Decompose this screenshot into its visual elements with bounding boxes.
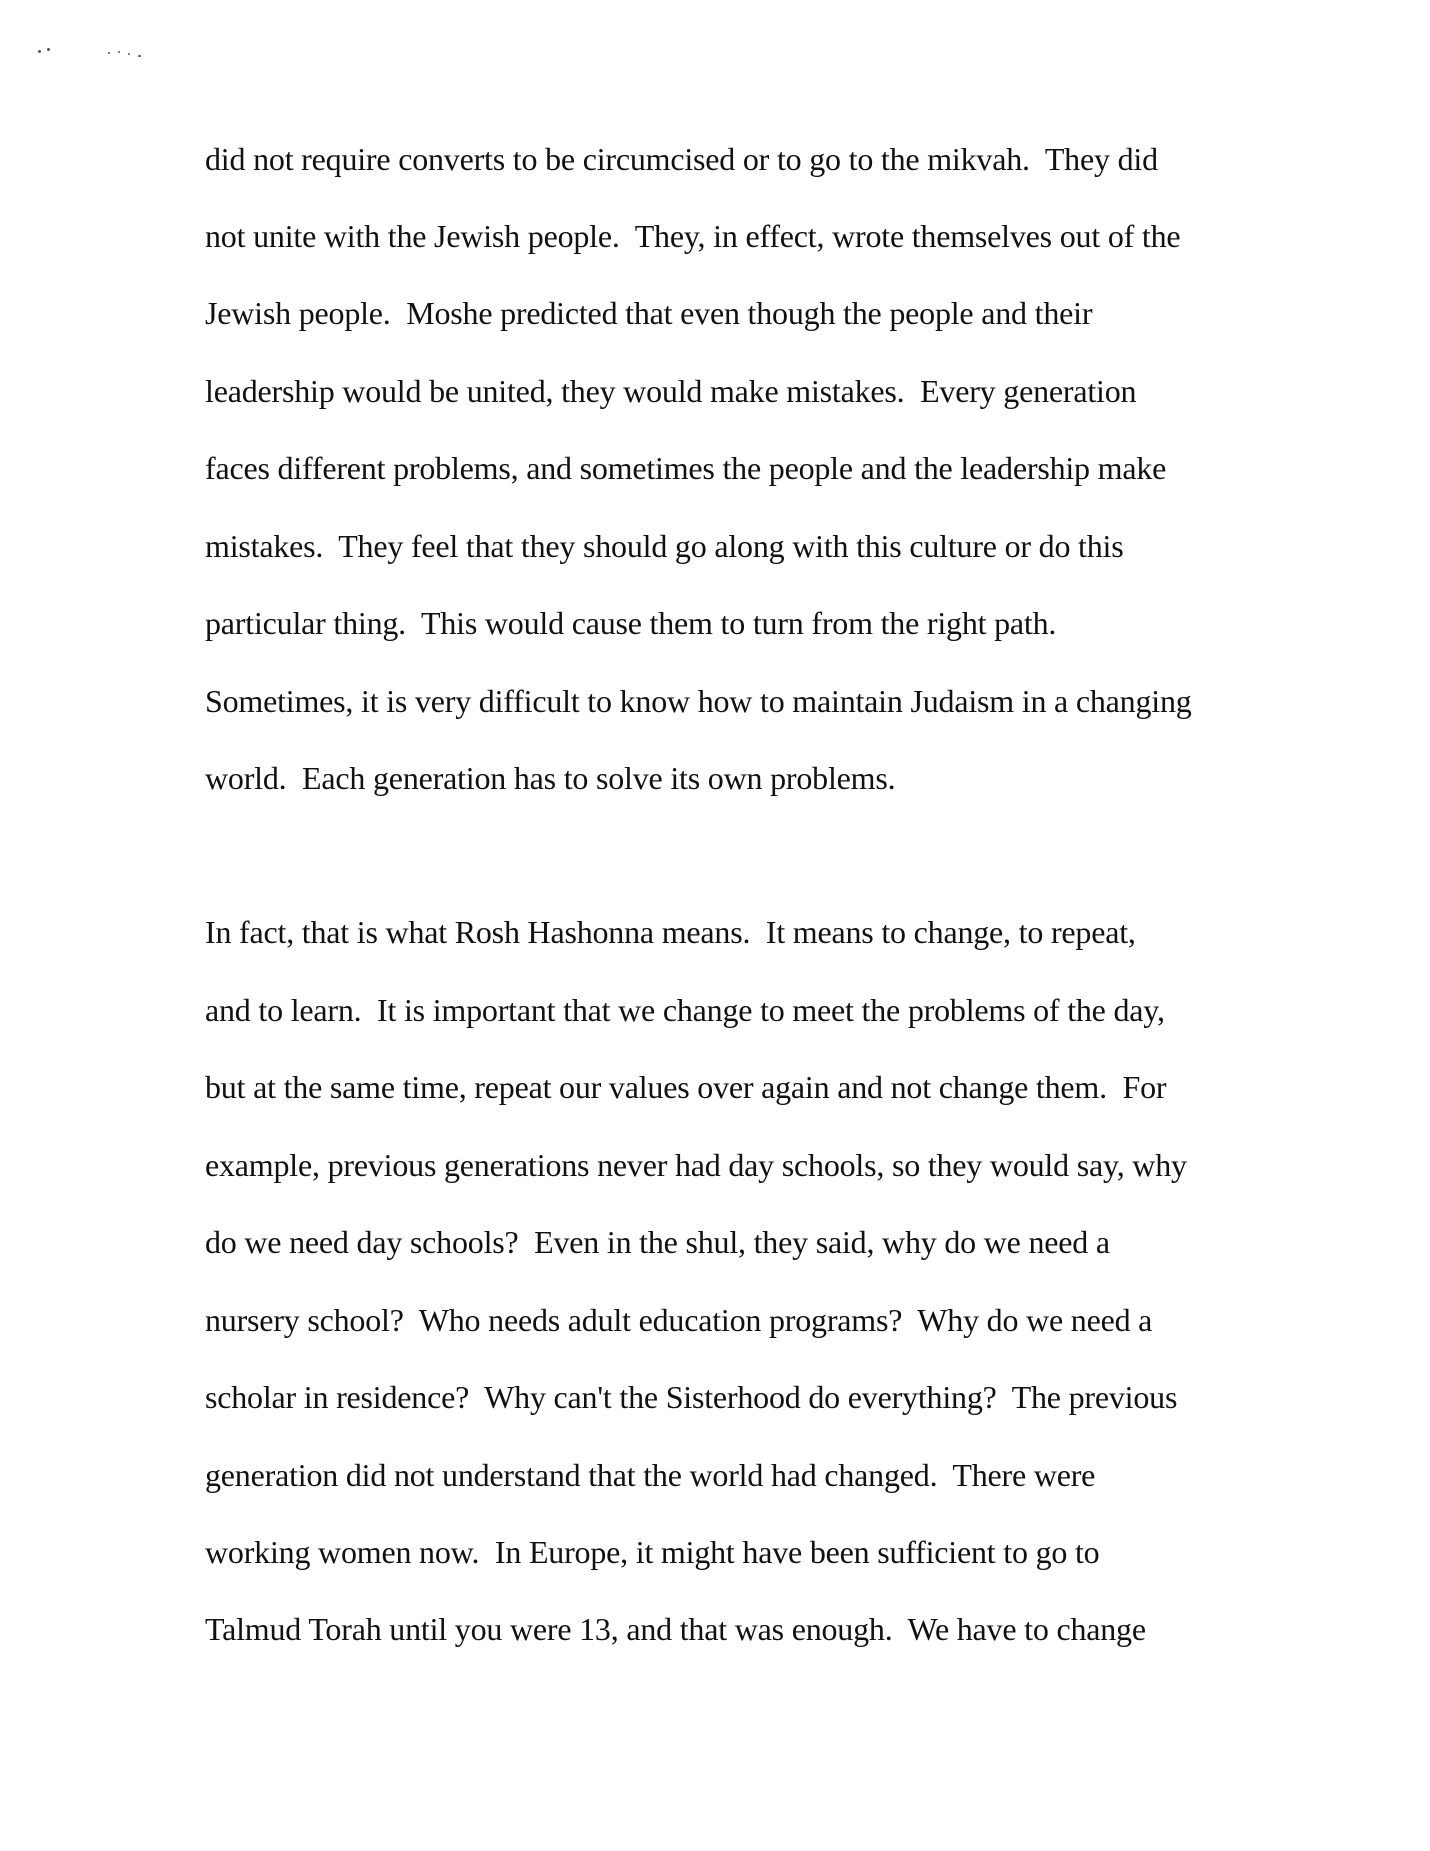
paragraph-2-line: nursery school? Who needs adult education programs? Why do we need a: [205, 1302, 1153, 1338]
paragraph-1-line: faces different problems, and sometimes the people and the leadership make: [205, 450, 1167, 486]
paragraph-2-line: In fact, that is what Rosh Hashonna means. It means to change, to repeat,: [205, 914, 1136, 950]
paragraph-2-line: but at the same time, repeat our values over again and not change them. For: [205, 1069, 1167, 1105]
paragraph-1-line: world. Each generation has to solve its own problems.: [205, 760, 896, 796]
paragraph-1-line: leadership would be united, they would make mistakes. Every generation: [205, 373, 1137, 409]
paragraph-1-line: Jewish people. Moshe predicted that even though the people and their: [205, 295, 1093, 331]
paragraph-2-line: Talmud Torah until you were 13, and that was enough. We have to change: [205, 1611, 1146, 1647]
paragraph-2-line: example, previous generations never had day schools, so they would say, why: [205, 1147, 1187, 1183]
paragraph-1-line: Sometimes, it is very difficult to know how to maintain Judaism in a changing: [205, 683, 1192, 719]
paragraph-1-line: mistakes. They feel that they should go along with this culture or do this: [205, 528, 1124, 564]
paragraph-2-line: working women now. In Europe, it might have been sufficient to go to: [205, 1534, 1100, 1570]
paragraph-1-line: not unite with the Jewish people. They, in effect, wrote themselves out of the: [205, 218, 1181, 254]
paragraph-2-line: do we need day schools? Even in the shul, they said, why do we need a: [205, 1224, 1110, 1260]
scan-artifact: [38, 44, 148, 58]
paragraph-1-line: particular thing. This would cause them to turn from the right path.: [205, 605, 1057, 641]
paragraph-2-line: generation did not understand that the world had changed. There were: [205, 1457, 1096, 1493]
paragraph-2-line: scholar in residence? Why can't the Sisterhood do everything? The previous: [205, 1379, 1178, 1415]
paragraph-2-line: and to learn. It is important that we change to meet the problems of the day,: [205, 992, 1165, 1028]
paragraph-1-line: did not require converts to be circumcised or to go to the mikvah. They did: [205, 141, 1158, 177]
